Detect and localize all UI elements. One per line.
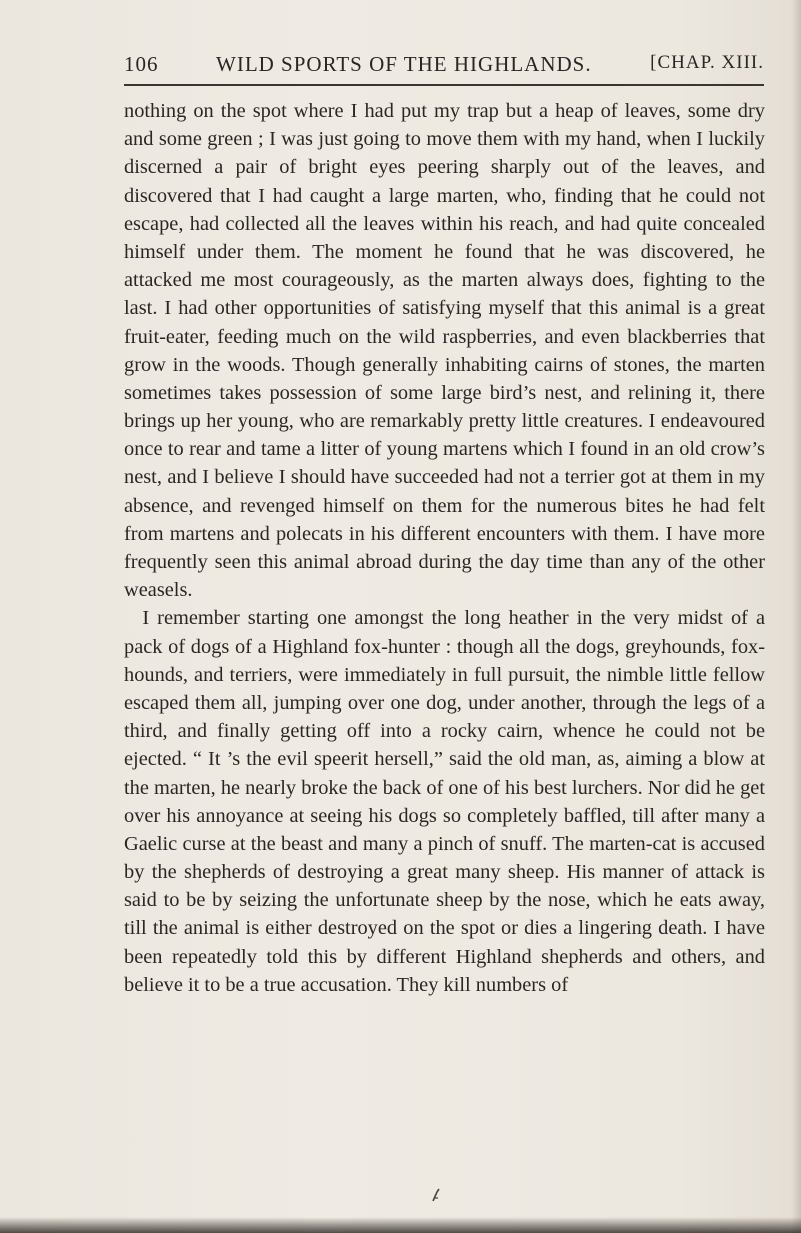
- body-text: [124, 97, 765, 999]
- page-bottom-shadow: [0, 1217, 801, 1233]
- printer-mark-icon: [431, 1188, 441, 1202]
- running-header: [124, 52, 764, 80]
- paragraph: I remember starting one amongst the long heather in the very midst of a pack of dogs of a Highland fox-hunter : though all the dogs, greyhounds, fox-hounds, and terriers, were immediately in full pursuit, the nimble little fellow escaped them all, jumping over one dog, under another, through the legs of a third, and finally getting off into a rocky cairn, whence he could not be ejected. “ It ’s the evil speerit hersell,” said the old man, as, aiming a blow at the marten, he nearly broke the back of one of his best lurchers. Nor did he get over his annoyance at seeing his dogs so completely baffled, till after many a Gaelic curse at the beast and many a pinch of snuff. The marten-cat is accused by the shepherds of destroying a great many sheep. His manner of attack is said to be by seizing the unfortunate sheep by the nose, which he eats away, till the animal is either destroyed on the spot or dies a lingering death. I have been repeatedly told this by different Highland shepherds and others, and believe it to be a true accusation. They kill numbers of: [124, 607, 765, 996]
- page-number: 106: [124, 52, 159, 76]
- paragraph-continued: nothing on the spot where I had put my trap but a heap of leaves, some dry and some green ; I was just going to move them with my hand, when I luckily discerned a pair of bright eyes peering sharply out of the leaves, and discovered that I had caught a large marten, who, finding that he could not escape, had collected all the leaves within his reach, and had quite concealed himself under them. The moment he found that he was discovered, he attacked me most courageously, as the marten always does, fighting to the last. I had other opportunities of satisfying myself that this animal is a great fruit-eater, feeding much on the wild raspberries, and even blackberries that grow in the woods. Though generally inhabiting cairns of stones, the marten sometimes takes possession of some large bird’s nest, and relining it, there brings up her young, who are remarkably pretty little creatures. I endeavoured once to rear and tame a litter of young martens which I found in an old crow’s nest, and I believe I should have succeeded had not a terrier got at them in my absence, and revenged himself on them for the numerous bites he had felt from martens and polecats in his different encounters with them. I have more frequently seen this animal abroad during the day time than any of the other weasels.: [124, 100, 765, 602]
- header-rule: [124, 84, 764, 86]
- page-edge-shadow: [791, 0, 801, 1233]
- running-title: WILD SPORTS OF THE HIGHLANDS.: [216, 52, 592, 76]
- chapter-reference: [CHAP. XIII.: [650, 52, 764, 73]
